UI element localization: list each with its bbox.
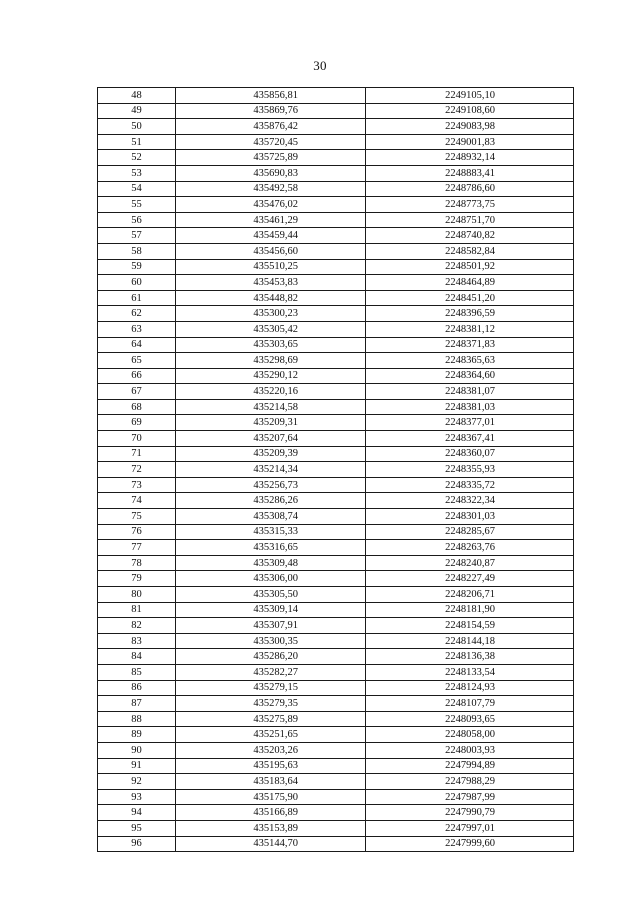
point-number-cell: 59 xyxy=(98,259,176,275)
table-row xyxy=(98,399,574,415)
y-coordinate-cell: 2247999,60 xyxy=(366,836,574,852)
y-coordinate-cell: 2247990,79 xyxy=(366,805,574,821)
table-row xyxy=(98,587,574,603)
point-number-cell: 61 xyxy=(98,290,176,306)
y-coordinate-cell: 2248335,72 xyxy=(366,477,574,493)
y-coordinate-cell: 2247994,89 xyxy=(366,758,574,774)
x-coordinate-cell: 435166,89 xyxy=(176,805,366,821)
y-coordinate-cell: 2248355,93 xyxy=(366,462,574,478)
y-coordinate-cell: 2248360,07 xyxy=(366,446,574,462)
y-coordinate-cell: 2248058,00 xyxy=(366,727,574,743)
y-coordinate-cell: 2248501,92 xyxy=(366,259,574,275)
point-number-cell: 63 xyxy=(98,321,176,337)
point-number-cell: 66 xyxy=(98,368,176,384)
point-number-cell: 92 xyxy=(98,774,176,790)
table-row xyxy=(98,259,574,275)
x-coordinate-cell: 435195,63 xyxy=(176,758,366,774)
x-coordinate-cell: 435298,69 xyxy=(176,353,366,369)
y-coordinate-cell: 2248365,63 xyxy=(366,353,574,369)
x-coordinate-cell: 435461,29 xyxy=(176,212,366,228)
x-coordinate-cell: 435175,90 xyxy=(176,789,366,805)
table-row xyxy=(98,103,574,119)
point-number-cell: 72 xyxy=(98,462,176,478)
table-row xyxy=(98,181,574,197)
y-coordinate-cell: 2248301,03 xyxy=(366,509,574,525)
table-row xyxy=(98,165,574,181)
x-coordinate-cell: 435203,26 xyxy=(176,742,366,758)
x-coordinate-cell: 435300,35 xyxy=(176,633,366,649)
point-number-cell: 88 xyxy=(98,711,176,727)
point-number-cell: 83 xyxy=(98,633,176,649)
table-row xyxy=(98,134,574,150)
x-coordinate-cell: 435209,31 xyxy=(176,415,366,431)
y-coordinate-cell: 2249105,10 xyxy=(366,88,574,104)
point-number-cell: 67 xyxy=(98,384,176,400)
x-coordinate-cell: 435459,44 xyxy=(176,228,366,244)
table-row xyxy=(98,805,574,821)
point-number-cell: 70 xyxy=(98,431,176,447)
table-row xyxy=(98,555,574,571)
point-number-cell: 95 xyxy=(98,820,176,836)
point-number-cell: 93 xyxy=(98,789,176,805)
point-number-cell: 69 xyxy=(98,415,176,431)
table-row xyxy=(98,150,574,166)
x-coordinate-cell: 435290,12 xyxy=(176,368,366,384)
y-coordinate-cell: 2248093,65 xyxy=(366,711,574,727)
table-row xyxy=(98,243,574,259)
y-coordinate-cell: 2248773,75 xyxy=(366,197,574,213)
point-number-cell: 86 xyxy=(98,680,176,696)
y-coordinate-cell: 2248003,93 xyxy=(366,742,574,758)
x-coordinate-cell: 435510,25 xyxy=(176,259,366,275)
table-row xyxy=(98,649,574,665)
table-row xyxy=(98,540,574,556)
table-row xyxy=(98,633,574,649)
y-coordinate-cell: 2248381,07 xyxy=(366,384,574,400)
x-coordinate-cell: 435300,23 xyxy=(176,306,366,322)
x-coordinate-cell: 435307,91 xyxy=(176,618,366,634)
y-coordinate-cell: 2249083,98 xyxy=(366,119,574,135)
table-row xyxy=(98,384,574,400)
x-coordinate-cell: 435305,50 xyxy=(176,587,366,603)
x-coordinate-cell: 435856,81 xyxy=(176,88,366,104)
table-row xyxy=(98,290,574,306)
y-coordinate-cell: 2248144,18 xyxy=(366,633,574,649)
point-number-cell: 91 xyxy=(98,758,176,774)
y-coordinate-cell: 2248124,93 xyxy=(366,680,574,696)
y-coordinate-cell: 2248751,70 xyxy=(366,212,574,228)
table-row xyxy=(98,571,574,587)
table-row xyxy=(98,509,574,525)
table-row xyxy=(98,88,574,104)
point-number-cell: 89 xyxy=(98,727,176,743)
y-coordinate-cell: 2248451,20 xyxy=(366,290,574,306)
y-coordinate-cell: 2249108,60 xyxy=(366,103,574,119)
point-number-cell: 81 xyxy=(98,602,176,618)
table-row xyxy=(98,431,574,447)
point-number-cell: 58 xyxy=(98,243,176,259)
point-number-cell: 90 xyxy=(98,742,176,758)
point-number-cell: 96 xyxy=(98,836,176,852)
point-number-cell: 84 xyxy=(98,649,176,665)
point-number-cell: 52 xyxy=(98,150,176,166)
y-coordinate-cell: 2248263,76 xyxy=(366,540,574,556)
y-coordinate-cell: 2249001,83 xyxy=(366,134,574,150)
point-number-cell: 78 xyxy=(98,555,176,571)
point-number-cell: 48 xyxy=(98,88,176,104)
x-coordinate-cell: 435725,89 xyxy=(176,150,366,166)
y-coordinate-cell: 2248154,59 xyxy=(366,618,574,634)
x-coordinate-cell: 435306,00 xyxy=(176,571,366,587)
y-coordinate-cell: 2248381,03 xyxy=(366,399,574,415)
y-coordinate-cell: 2248227,49 xyxy=(366,571,574,587)
y-coordinate-cell: 2248582,84 xyxy=(366,243,574,259)
x-coordinate-cell: 435316,65 xyxy=(176,540,366,556)
point-number-cell: 73 xyxy=(98,477,176,493)
table-row xyxy=(98,696,574,712)
x-coordinate-cell: 435183,64 xyxy=(176,774,366,790)
x-coordinate-cell: 435456,60 xyxy=(176,243,366,259)
x-coordinate-cell: 435207,64 xyxy=(176,431,366,447)
x-coordinate-cell: 435720,45 xyxy=(176,134,366,150)
point-number-cell: 56 xyxy=(98,212,176,228)
x-coordinate-cell: 435315,33 xyxy=(176,524,366,540)
x-coordinate-cell: 435309,14 xyxy=(176,602,366,618)
y-coordinate-cell: 2248240,87 xyxy=(366,555,574,571)
x-coordinate-cell: 435282,27 xyxy=(176,664,366,680)
table-row xyxy=(98,820,574,836)
x-coordinate-cell: 435305,42 xyxy=(176,321,366,337)
x-coordinate-cell: 435279,15 xyxy=(176,680,366,696)
x-coordinate-cell: 435690,83 xyxy=(176,165,366,181)
y-coordinate-cell: 2248285,67 xyxy=(366,524,574,540)
table-row xyxy=(98,789,574,805)
table-row xyxy=(98,680,574,696)
point-number-cell: 62 xyxy=(98,306,176,322)
table-row xyxy=(98,212,574,228)
y-coordinate-cell: 2248133,54 xyxy=(366,664,574,680)
point-number-cell: 54 xyxy=(98,181,176,197)
point-number-cell: 85 xyxy=(98,664,176,680)
x-coordinate-cell: 435492,58 xyxy=(176,181,366,197)
x-coordinate-cell: 435308,74 xyxy=(176,509,366,525)
table-row xyxy=(98,415,574,431)
x-coordinate-cell: 435220,16 xyxy=(176,384,366,400)
y-coordinate-cell: 2248181,90 xyxy=(366,602,574,618)
y-coordinate-cell: 2248367,41 xyxy=(366,431,574,447)
y-coordinate-cell: 2248464,89 xyxy=(366,275,574,291)
table-row xyxy=(98,353,574,369)
table-row xyxy=(98,321,574,337)
table-row xyxy=(98,228,574,244)
x-coordinate-cell: 435251,65 xyxy=(176,727,366,743)
x-coordinate-cell: 435869,76 xyxy=(176,103,366,119)
y-coordinate-cell: 2248377,01 xyxy=(366,415,574,431)
table-row xyxy=(98,368,574,384)
table-row xyxy=(98,197,574,213)
x-coordinate-cell: 435214,58 xyxy=(176,399,366,415)
x-coordinate-cell: 435876,42 xyxy=(176,119,366,135)
y-coordinate-cell: 2248932,14 xyxy=(366,150,574,166)
x-coordinate-cell: 435144,70 xyxy=(176,836,366,852)
point-number-cell: 80 xyxy=(98,587,176,603)
table-row xyxy=(98,446,574,462)
point-number-cell: 50 xyxy=(98,119,176,135)
table-row xyxy=(98,758,574,774)
point-number-cell: 87 xyxy=(98,696,176,712)
table-row xyxy=(98,275,574,291)
x-coordinate-cell: 435448,82 xyxy=(176,290,366,306)
x-coordinate-cell: 435209,39 xyxy=(176,446,366,462)
page-number: 30 xyxy=(313,58,327,73)
table-row xyxy=(98,742,574,758)
table-row xyxy=(98,618,574,634)
table-row xyxy=(98,602,574,618)
table-row xyxy=(98,774,574,790)
table-row xyxy=(98,119,574,135)
table-row xyxy=(98,337,574,353)
y-coordinate-cell: 2248322,34 xyxy=(366,493,574,509)
point-number-cell: 51 xyxy=(98,134,176,150)
y-coordinate-cell: 2248396,59 xyxy=(366,306,574,322)
point-number-cell: 76 xyxy=(98,524,176,540)
point-number-cell: 53 xyxy=(98,165,176,181)
point-number-cell: 82 xyxy=(98,618,176,634)
point-number-cell: 55 xyxy=(98,197,176,213)
point-number-cell: 79 xyxy=(98,571,176,587)
point-number-cell: 74 xyxy=(98,493,176,509)
point-number-cell: 77 xyxy=(98,540,176,556)
x-coordinate-cell: 435256,73 xyxy=(176,477,366,493)
table-row xyxy=(98,836,574,852)
y-coordinate-cell: 2247987,99 xyxy=(366,789,574,805)
y-coordinate-cell: 2248206,71 xyxy=(366,587,574,603)
x-coordinate-cell: 435476,02 xyxy=(176,197,366,213)
point-number-cell: 68 xyxy=(98,399,176,415)
point-number-cell: 64 xyxy=(98,337,176,353)
y-coordinate-cell: 2248740,82 xyxy=(366,228,574,244)
y-coordinate-cell: 2248381,12 xyxy=(366,321,574,337)
point-number-cell: 65 xyxy=(98,353,176,369)
point-number-cell: 71 xyxy=(98,446,176,462)
x-coordinate-cell: 435286,20 xyxy=(176,649,366,665)
coordinates-table-body xyxy=(98,88,574,852)
point-number-cell: 60 xyxy=(98,275,176,291)
table-row xyxy=(98,306,574,322)
x-coordinate-cell: 435309,48 xyxy=(176,555,366,571)
x-coordinate-cell: 435153,89 xyxy=(176,820,366,836)
y-coordinate-cell: 2248371,83 xyxy=(366,337,574,353)
table-row xyxy=(98,727,574,743)
table-row xyxy=(98,462,574,478)
x-coordinate-cell: 435279,35 xyxy=(176,696,366,712)
table-row xyxy=(98,524,574,540)
point-number-cell: 57 xyxy=(98,228,176,244)
y-coordinate-cell: 2248364,60 xyxy=(366,368,574,384)
table-row xyxy=(98,477,574,493)
table-row xyxy=(98,711,574,727)
x-coordinate-cell: 435303,65 xyxy=(176,337,366,353)
y-coordinate-cell: 2248883,41 xyxy=(366,165,574,181)
y-coordinate-cell: 2248786,60 xyxy=(366,181,574,197)
y-coordinate-cell: 2247988,29 xyxy=(366,774,574,790)
coordinates-table xyxy=(97,87,574,852)
y-coordinate-cell: 2248107,79 xyxy=(366,696,574,712)
table-row xyxy=(98,664,574,680)
y-coordinate-cell: 2247997,01 xyxy=(366,820,574,836)
table-row xyxy=(98,493,574,509)
point-number-cell: 49 xyxy=(98,103,176,119)
x-coordinate-cell: 435214,34 xyxy=(176,462,366,478)
x-coordinate-cell: 435275,89 xyxy=(176,711,366,727)
x-coordinate-cell: 435453,83 xyxy=(176,275,366,291)
point-number-cell: 94 xyxy=(98,805,176,821)
point-number-cell: 75 xyxy=(98,509,176,525)
y-coordinate-cell: 2248136,38 xyxy=(366,649,574,665)
x-coordinate-cell: 435286,26 xyxy=(176,493,366,509)
